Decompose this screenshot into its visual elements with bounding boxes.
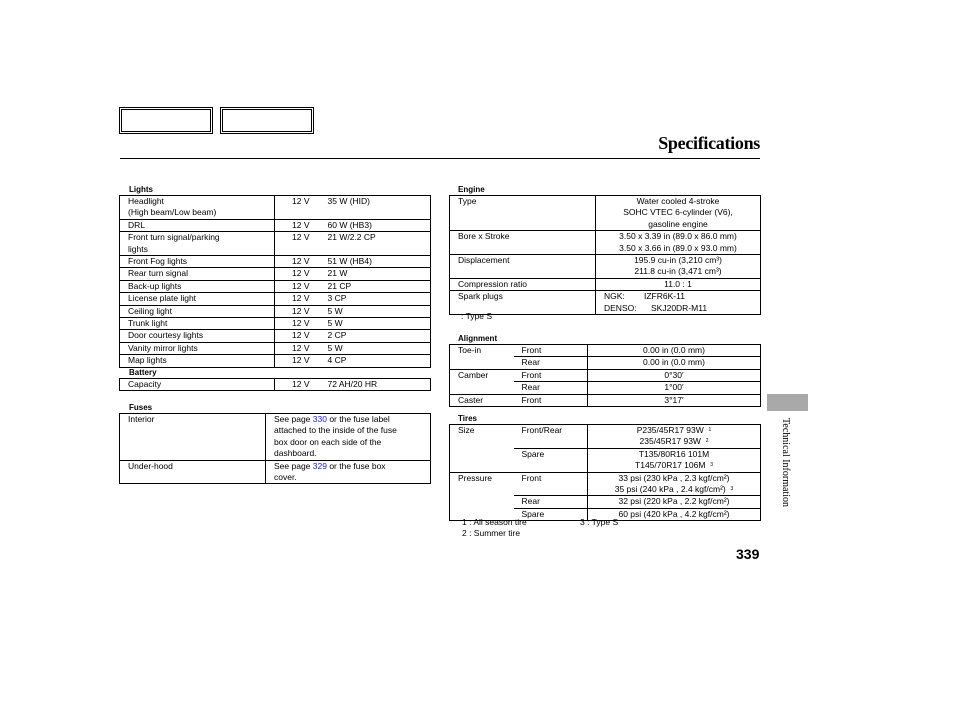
fuses-underhood-label: Under-hood: [128, 460, 173, 471]
engine-disp-label: Displacement: [450, 255, 596, 279]
lights-row: [120, 280, 431, 292]
toe-front-value: 0.00 in (0.0 mm): [588, 345, 761, 357]
lights-volt: 12 V: [275, 342, 312, 354]
lights-value: 2 CP: [312, 330, 431, 342]
alignment-heading: Alignment: [458, 334, 498, 343]
lights-volt: 12 V: [275, 280, 312, 292]
toe-rear-value: 0.00 in (0.0 mm): [588, 357, 761, 369]
toe-front-label: Front: [514, 345, 588, 357]
lights-item: Map lights: [128, 355, 167, 366]
lights-item: Front turn signal/parking lights: [120, 232, 275, 256]
lights-row: [120, 318, 431, 330]
tires-note-3: 3 : Type S: [580, 517, 619, 527]
lights-volt: 12 V: [275, 305, 312, 317]
lights-row: [120, 305, 431, 317]
pressure-rear-label: Rear: [514, 496, 588, 508]
fuses-interior-text: See page 330 or the fuse label attached to the inside of the fuse box door on each side of the dashboard.: [266, 414, 431, 461]
lights-table: [119, 195, 431, 368]
lights-item: Back-up lights: [120, 280, 275, 292]
fuses-interior-label: Interior: [120, 414, 266, 461]
nav-box-left[interactable]: [119, 107, 213, 134]
tires-table: [449, 424, 761, 521]
engine-heading: Engine: [458, 185, 485, 194]
engine-bore-label: Bore x Stroke: [450, 231, 596, 255]
alignment-table: [449, 344, 761, 407]
lights-item: Front Fog lights: [120, 256, 275, 268]
battery-value: 72 AH/20 HR: [327, 379, 378, 389]
pressure-spare-value: 60 psi (420 kPa , 4.2 kgf/cm²): [588, 508, 761, 520]
battery-heading: Battery: [129, 368, 157, 377]
lights-item: Rear turn signal: [120, 268, 275, 280]
lights-heading: Lights: [129, 185, 153, 194]
page-link-330[interactable]: 330: [312, 414, 327, 424]
engine-comp-value: 11.0 : 1: [596, 278, 761, 290]
camber-front-value: 0°30′: [588, 369, 761, 381]
pressure-front-value: 33 psi (230 kPa , 2.3 kgf/cm²) 35 psi (240 kPa , 2.4 kgf/cm²) $^3$: [588, 472, 761, 496]
lights-item: Door courtesy lights: [120, 330, 275, 342]
lights-value: 4 CP: [327, 355, 347, 366]
lights-item: DRL: [120, 219, 275, 231]
lights-value: 21 W/2.2 CP: [312, 232, 431, 256]
size-label: Size: [458, 425, 475, 435]
size-spare-label: Spare: [514, 448, 588, 472]
camber-front-label: Front: [514, 369, 588, 381]
battery-table: [119, 378, 431, 391]
lights-row: [120, 196, 431, 220]
lights-row: [120, 232, 431, 256]
engine-comp-label: Compression ratio: [450, 278, 596, 290]
tires-note-2: 2 : Summer tire: [462, 528, 521, 538]
lights-value: 5 W: [312, 342, 431, 354]
lights-value: 21 CP: [312, 280, 431, 292]
engine-spark-value: NGK: IZFR6K-11 DENSO: SKJ20DR-M11: [596, 291, 761, 315]
section-tab[interactable]: [767, 394, 808, 411]
pressure-spare-label: Spare: [521, 508, 545, 519]
pressure-rear-value: 32 psi (220 kPa , 2.2 kgf/cm²): [588, 496, 761, 508]
lights-volt: 12 V: [275, 256, 312, 268]
lights-row: [120, 268, 431, 280]
lights-row: [120, 293, 431, 305]
lights-row: [120, 219, 431, 231]
lights-value: 5 W: [312, 318, 431, 330]
tires-heading: Tires: [458, 414, 477, 423]
camber-label: Camber: [458, 369, 489, 380]
toe-rear-label: Rear: [514, 357, 588, 369]
engine-note: : Type S: [461, 311, 493, 321]
lights-row: [120, 355, 431, 367]
lights-volt: 12 V: [275, 318, 312, 330]
pressure-front-label: Front: [514, 472, 588, 496]
lights-volt: 12 V: [275, 330, 312, 342]
fuses-table: [119, 413, 431, 484]
lights-value: 5 W: [312, 305, 431, 317]
lights-volt: 12 V: [275, 268, 312, 280]
page-link-329[interactable]: 329: [312, 460, 327, 471]
toe-label: Toe-in: [458, 345, 482, 355]
caster-front-value: 3°17′: [588, 394, 761, 406]
camber-rear-label: Rear: [514, 382, 588, 394]
engine-bore-value: 3.50 x 3.39 in (89.0 x 86.0 mm) 3.50 x 3.66 in (89.0 x 93.0 mm): [596, 231, 761, 255]
lights-row: [120, 342, 431, 354]
fuses-heading: Fuses: [129, 403, 153, 412]
lights-row: [120, 330, 431, 342]
section-side-label: Technical Information: [780, 418, 791, 507]
lights-item: Headlight (High beam/Low beam): [120, 196, 275, 220]
caster-front-label: Front: [521, 394, 542, 405]
engine-type-label: Type: [450, 196, 596, 231]
page-title: Specifications: [658, 133, 760, 153]
nav-box-right[interactable]: [220, 107, 314, 134]
lights-item: Vanity mirror lights: [120, 342, 275, 354]
pressure-label: Pressure: [458, 472, 493, 483]
lights-volt: 12 V: [275, 232, 312, 256]
camber-rear-value: 1°00′: [588, 382, 761, 394]
fuses-underhood-text: See page 329 or the fuse box cover.: [266, 460, 431, 484]
page-number: 339: [736, 546, 760, 562]
engine-disp-value: 195.9 cu-in (3,210 cm³) 211.8 cu-in (3,471 cm³): [596, 255, 761, 279]
tires-note-1: 1 : All season tire: [462, 517, 527, 527]
lights-value: 60 W (HB3): [312, 219, 431, 231]
lights-item: License plate light: [120, 293, 275, 305]
lights-volt: 12 V: [275, 219, 312, 231]
lights-value: 3 CP: [312, 293, 431, 305]
size-frontrear-value: P235/45R17 93W $^1$ 235/45R17 93W $^2$: [588, 425, 761, 449]
lights-value: 51 W (HB4): [312, 256, 431, 268]
lights-volt: 12 V: [275, 355, 312, 367]
lights-value: 35 W (HID): [312, 196, 431, 220]
caster-label: Caster: [458, 394, 484, 405]
lights-volt: 12 V: [275, 196, 312, 220]
lights-value: 21 W: [312, 268, 431, 280]
engine-spark-label: Spark plugs: [458, 291, 503, 302]
lights-row: [120, 256, 431, 268]
lights-volt: 12 V: [275, 293, 312, 305]
battery-volt: 12 V: [275, 379, 312, 391]
engine-type-value: Water cooled 4-stroke SOHC VTEC 6-cylinder (V6), gasoline engine: [596, 196, 761, 231]
size-spare-value: T135/80R16 101M T145/70R17 106M $^3$: [588, 448, 761, 472]
title-rule: [120, 158, 760, 159]
engine-table: [449, 195, 761, 315]
size-frontrear-label: Front/Rear: [514, 425, 588, 449]
battery-label: Capacity: [128, 379, 162, 389]
lights-item: Ceiling light: [120, 305, 275, 317]
lights-item: Trunk light: [120, 318, 275, 330]
